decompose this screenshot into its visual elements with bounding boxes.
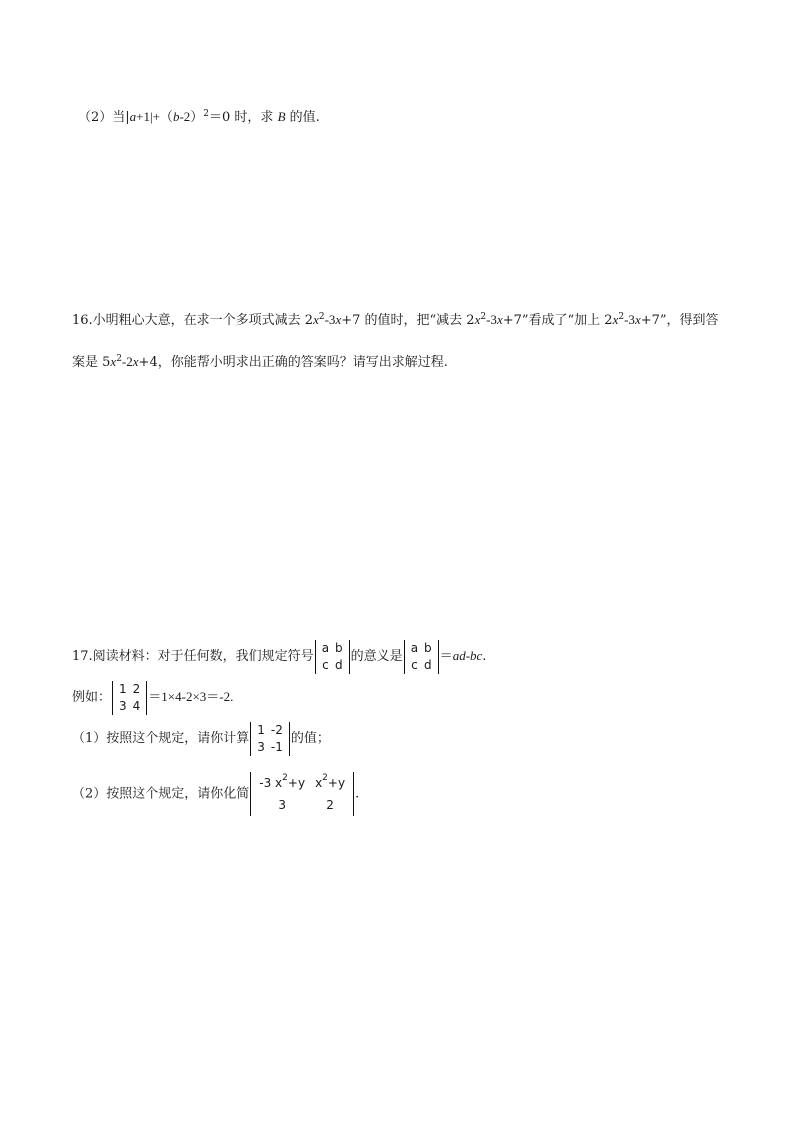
q17-part1: （1）按照这个规定，请你计算 1 -2 3 -1 的值； — [72, 722, 330, 754]
q16-line2: 案是 $5x^2-2x+4$，你能帮小明求出正确的答案吗？请写出求解过程. — [72, 354, 448, 370]
part2-determinant: -3 $x^2+y$ $x^2+y$ 3 2 — [250, 772, 354, 816]
determinant-symbol: a b c d — [315, 640, 350, 674]
q17-intro: 17.阅读材料：对于任何数，我们规定符号 a b c d 的意义是 a b c d ＝ad-bc. — [72, 640, 487, 672]
part1-determinant: 1 -2 3 -1 — [250, 722, 290, 756]
determinant-definition: a b c d — [404, 640, 439, 674]
example-determinant: 1 2 3 4 — [112, 681, 147, 715]
q17-example: 例如： 1 2 3 4 ＝1×4-2×3＝-2. — [72, 681, 234, 713]
q16-line1: 16.小明粗心大意，在求一个多项式减去 $2x^2-3x+7$ 的值时，把“减去 $2x^2-3x+7$”看成了“加上 $2x^2-3x+7$”，得到答 — [72, 312, 719, 328]
q15-part2-text: （2）当$|a+1|+(b-2)^2=0$ 时，求 B 的值. — [78, 109, 320, 125]
q17-part2: （2）按照这个规定，请你化简 -3 $x^2+y$ $x^2+y$ 3 2 . — [72, 772, 359, 817]
